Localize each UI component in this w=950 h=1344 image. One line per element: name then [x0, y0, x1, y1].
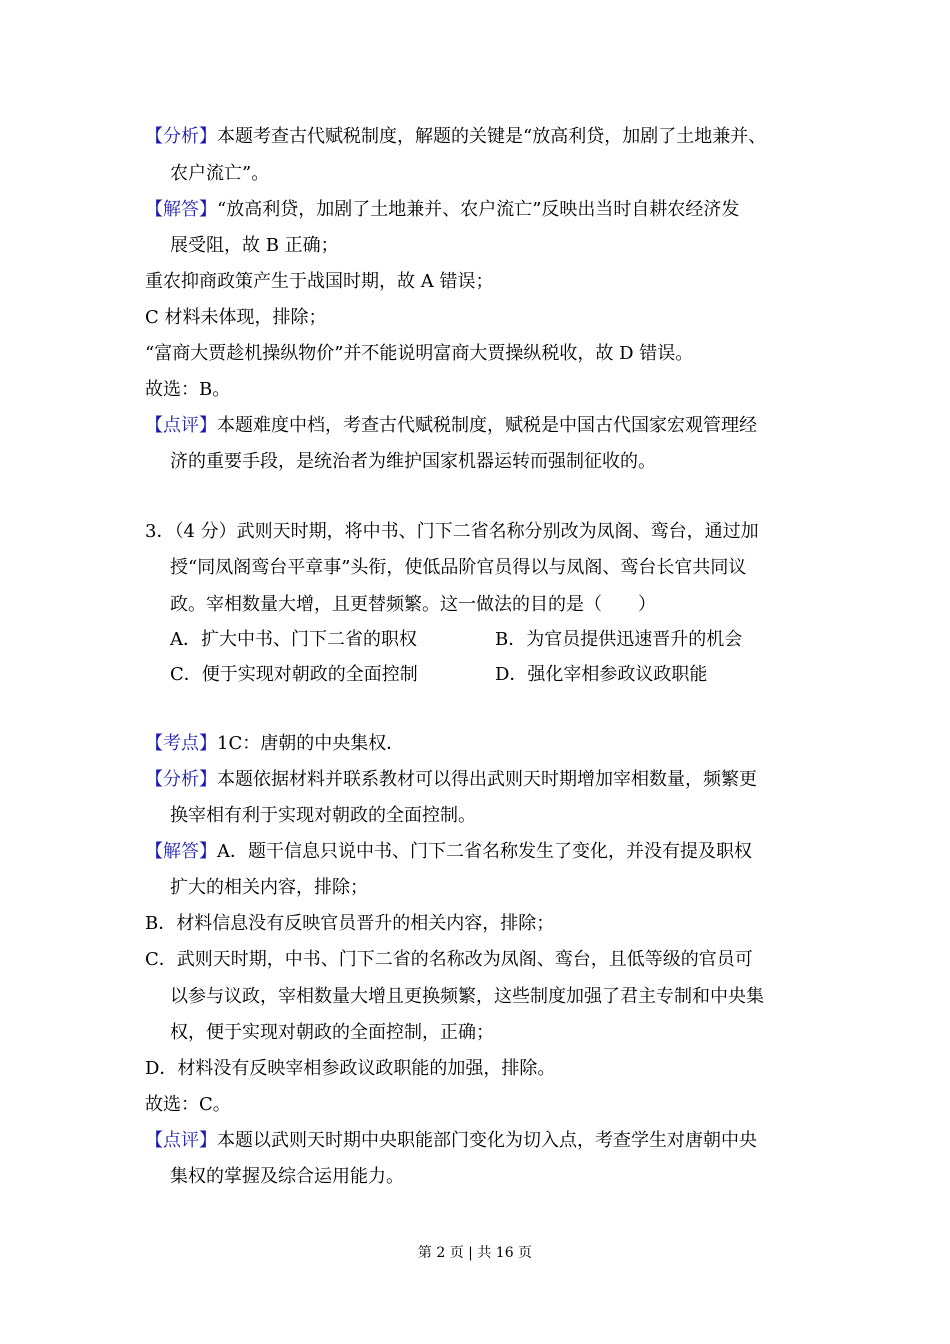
- q2-answer-line-2: 展受阻，故 B 正确；: [170, 235, 339, 256]
- q3-option-c: C．便于实现对朝政的全面控制: [170, 664, 418, 685]
- q3-answer-line-c3: 权，便于实现对朝政的全面控制，正确；: [170, 1022, 494, 1043]
- q2-comment-line-2: 济的重要手段，是统治者为维护国家机器运转而强制征收的。: [170, 451, 656, 472]
- q2-comment-line-1: [145, 413, 757, 439]
- q2-analysis-text-1: 本题考查古代赋税制度，解题的关键是“放高利贷，加剧了土地兼并、: [217, 126, 767, 147]
- q2-analysis-line-2: 农户流亡”。: [170, 163, 270, 184]
- comment-tag: 【点评】: [145, 1130, 217, 1151]
- q3-comment-text-1: 本题以武则天时期中央职能部门变化为切入点，考查学生对唐朝中央: [217, 1130, 757, 1151]
- q3-analysis-line-2: 换宰相有利于实现对朝政的全面控制。: [170, 805, 476, 826]
- q3-answer-text-1: A．题干信息只说中书、门下二省名称发生了变化，并没有提及职权: [217, 841, 752, 862]
- q3-comment-line-1: [145, 1128, 757, 1154]
- q3-comment-line-2: 集权的掌握及综合运用能力。: [170, 1166, 404, 1187]
- q3-option-a: A．扩大中书、门下二省的职权: [170, 629, 417, 650]
- q3-answer-line-c1: C．武则天时期，中书、门下二省的名称改为凤阁、鸾台，且低等级的官员可: [145, 949, 753, 970]
- q3-analysis-text-1: 本题依据材料并联系教材可以得出武则天时期增加宰相数量，频繁更: [217, 769, 757, 790]
- q3-stem-line-2: 授“同凤阁鸾台平章事”头衔，使低品阶官员得以与凤阁、鸾台长官共同议: [170, 557, 747, 578]
- q2-analysis-line-1: [145, 124, 766, 150]
- q2-answer-line-a: 重农抑商政策产生于战国时期，故 A 错误；: [145, 271, 494, 292]
- q3-knowledge-line: [145, 731, 404, 757]
- q2-choice: 故选：B。: [145, 379, 231, 400]
- q3-option-b: B．为官员提供迅速晋升的机会: [495, 629, 743, 650]
- answer-tag: 【解答】: [145, 199, 217, 220]
- q2-answer-line-d: “富商大贾趁机操纵物价”并不能说明富商大贾操纵税收，故 D 错误。: [145, 343, 694, 364]
- q2-answer-line-c: C 材料未体现，排除；: [145, 307, 327, 328]
- q3-answer-line-d: D．材料没有反映宰相参政议政职能的加强，排除。: [145, 1058, 556, 1079]
- q2-comment-text-1: 本题难度中档，考查古代赋税制度，赋税是中国古代国家宏观管理经: [217, 415, 757, 436]
- q3-option-d: D．强化宰相参政议政职能: [495, 664, 708, 685]
- q3-stem-line-1: 3．（4 分）武则天时期，将中书、门下二省名称分别改为凤阁、鸾台，通过加: [145, 521, 759, 542]
- q2-answer-line-1: [145, 197, 739, 223]
- q3-answer-line-1: [145, 839, 752, 865]
- analysis-tag: 【分析】: [145, 769, 217, 790]
- q3-answer-line-b: B．材料信息没有反映官员晋升的相关内容，排除；: [145, 913, 555, 934]
- q3-stem-line-3: 政。宰相数量大增，且更替频繁。这一做法的目的是（ ）: [170, 594, 656, 615]
- answer-tag: 【解答】: [145, 841, 217, 862]
- q3-answer-line-2: 扩大的相关内容，排除；: [170, 877, 368, 898]
- comment-tag: 【点评】: [145, 415, 217, 436]
- analysis-tag: 【分析】: [145, 126, 217, 147]
- q2-answer-text-1: “放高利贷，加剧了土地兼并、农户流亡”反映出当时自耕农经济发: [217, 199, 740, 220]
- q3-knowledge-text: 1C：唐朝的中央集权．: [217, 733, 405, 754]
- knowledge-tag: 【考点】: [145, 733, 217, 754]
- q3-analysis-line-1: [145, 767, 757, 793]
- page-footer: 第 2 页 | 共 16 页: [417, 1245, 533, 1261]
- q3-answer-line-c2: 以参与议政，宰相数量大增且更换频繁，这些制度加强了君主专制和中央集: [170, 986, 764, 1007]
- q3-choice: 故选：C。: [145, 1094, 231, 1115]
